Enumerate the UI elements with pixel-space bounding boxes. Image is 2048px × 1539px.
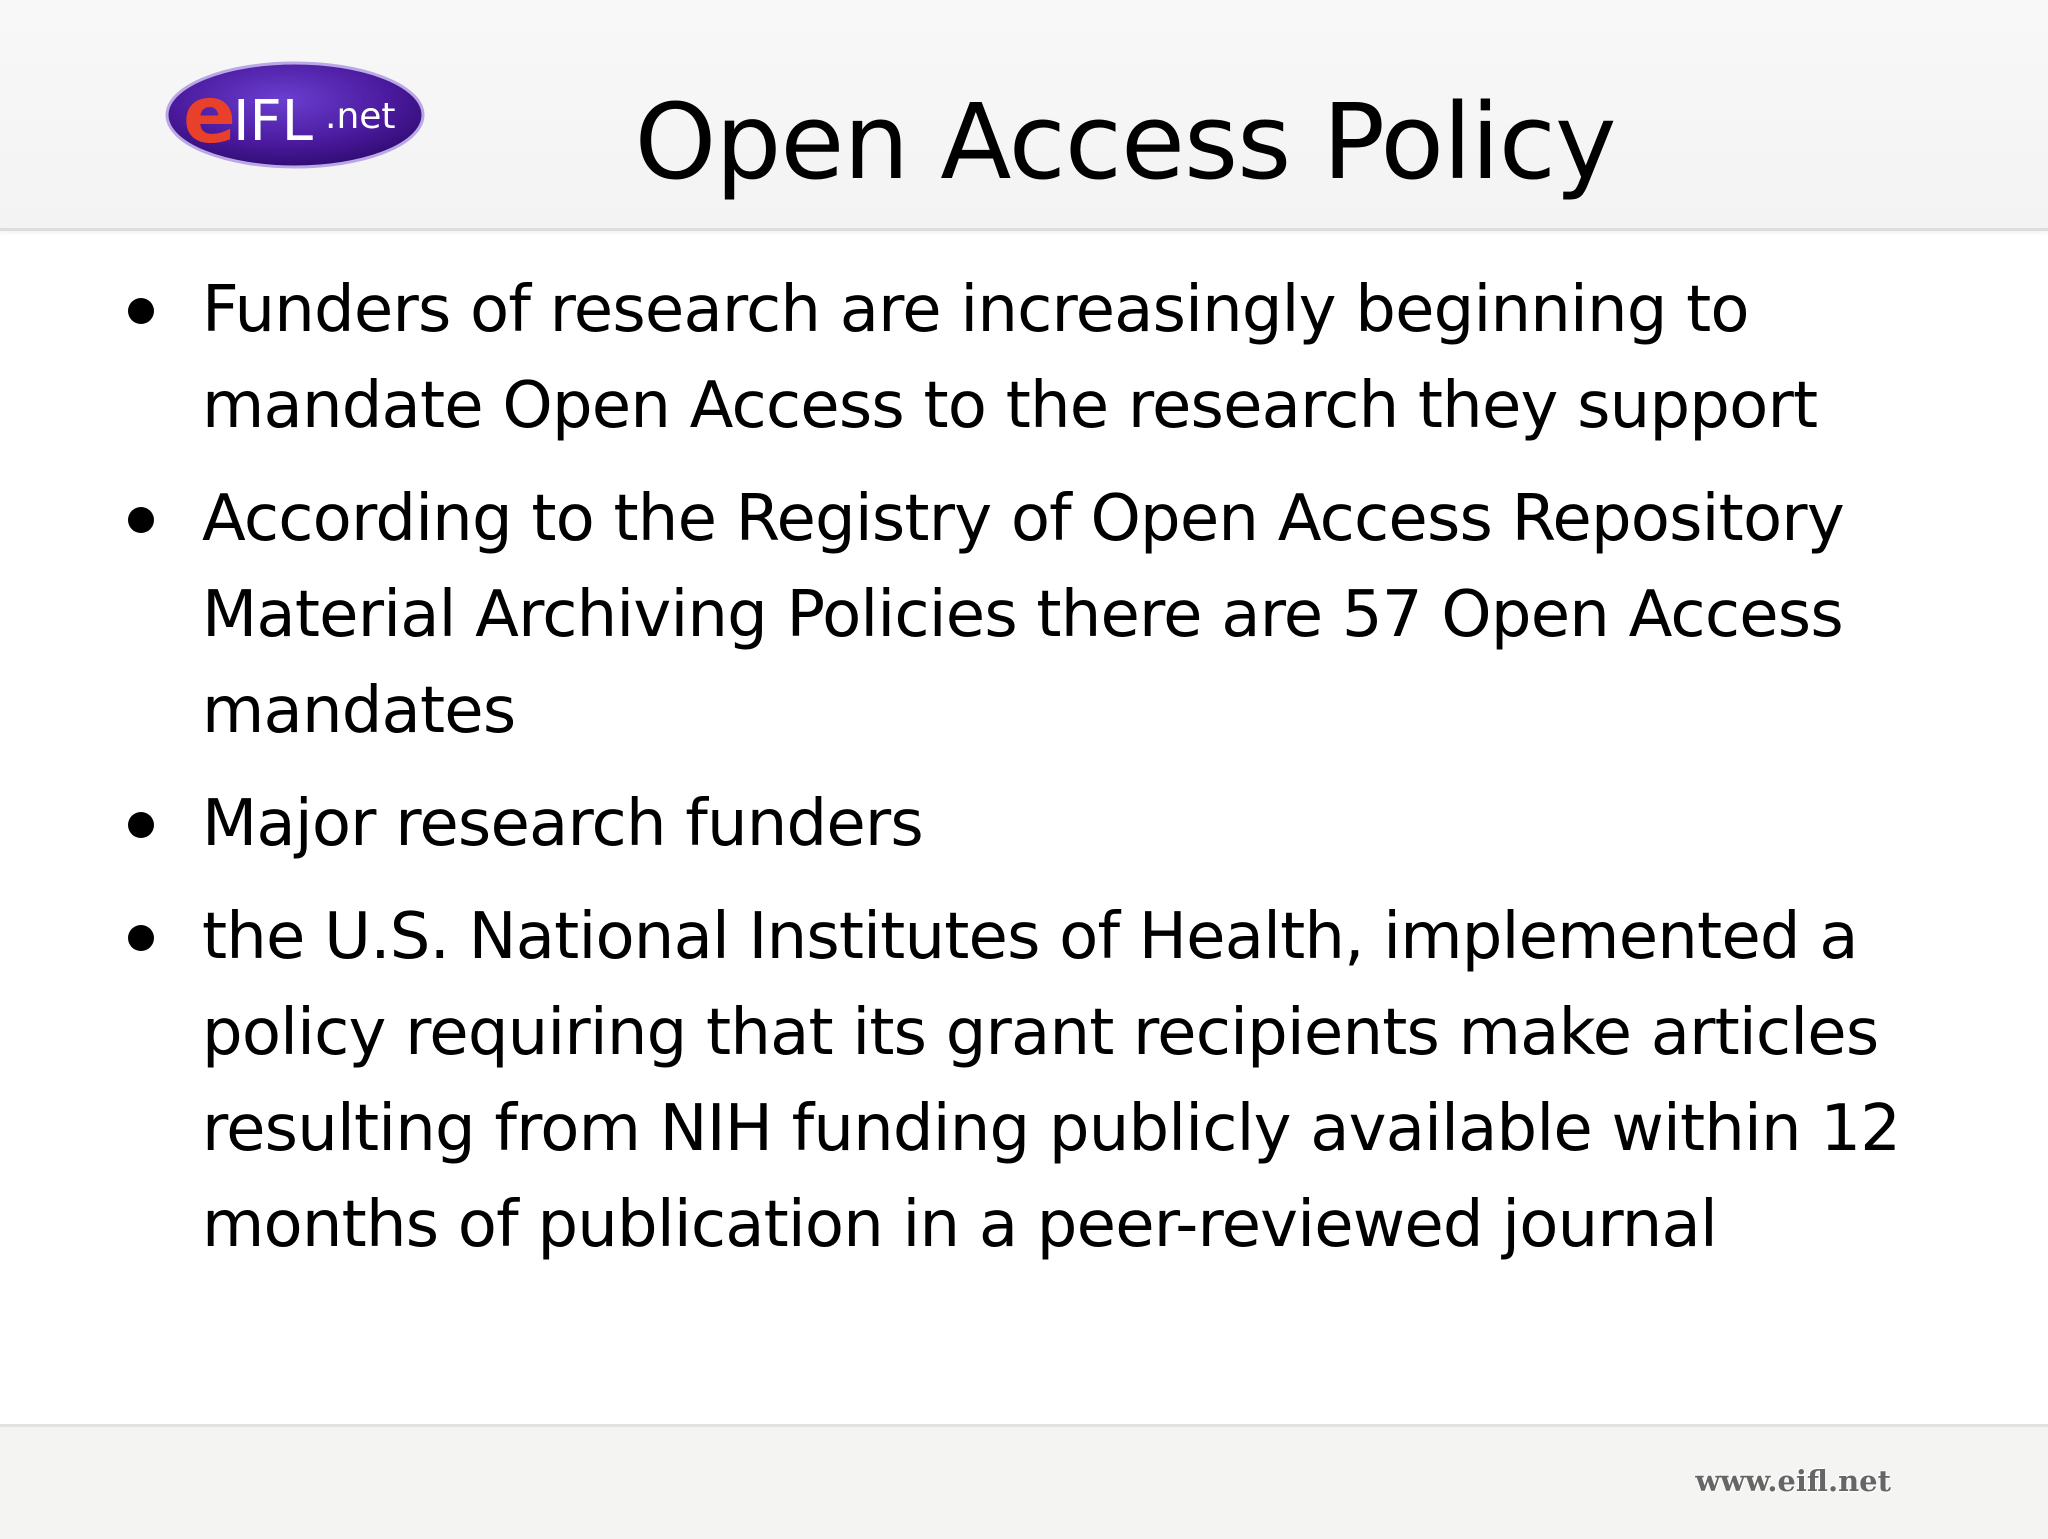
bullet-item xyxy=(120,262,1940,454)
slide-body xyxy=(120,262,1940,1290)
logo-suffix-net: .net xyxy=(325,96,396,137)
bullet-item xyxy=(120,776,1940,872)
bullet-text: According to the Registry of Open Access Repository Material Archiving Policies there are 57 Open Access mandates xyxy=(202,482,1844,748)
logo-letters-ifl: IFL xyxy=(233,89,313,154)
bullet-marker xyxy=(128,298,154,324)
bullet-text: Major research funders xyxy=(202,787,923,861)
bullet-marker xyxy=(128,925,154,951)
bullet-marker xyxy=(128,507,154,533)
eifl-logo-graphic xyxy=(165,60,425,170)
footer-url: www.eifl.net xyxy=(1695,1464,1891,1498)
slide-footer xyxy=(0,1424,2048,1539)
bullet-item xyxy=(120,471,1940,759)
eifl-logo xyxy=(165,60,425,170)
logo-letter-e: e xyxy=(183,71,236,161)
slide-header xyxy=(0,0,2048,231)
bullet-item xyxy=(120,889,1940,1273)
bullet-text: the U.S. National Institutes of Health, implemented a policy requiring that its grant recipients make articles resulting from NIH funding publicly available within 12 months of publication in a peer-reviewed journal xyxy=(202,900,1901,1262)
slide-title: Open Access Policy xyxy=(634,81,1616,203)
bullet-marker xyxy=(128,812,154,838)
bullet-list xyxy=(120,262,1940,1273)
bullet-text: Funders of research are increasingly beginning to mandate Open Access to the research they support xyxy=(202,273,1818,443)
